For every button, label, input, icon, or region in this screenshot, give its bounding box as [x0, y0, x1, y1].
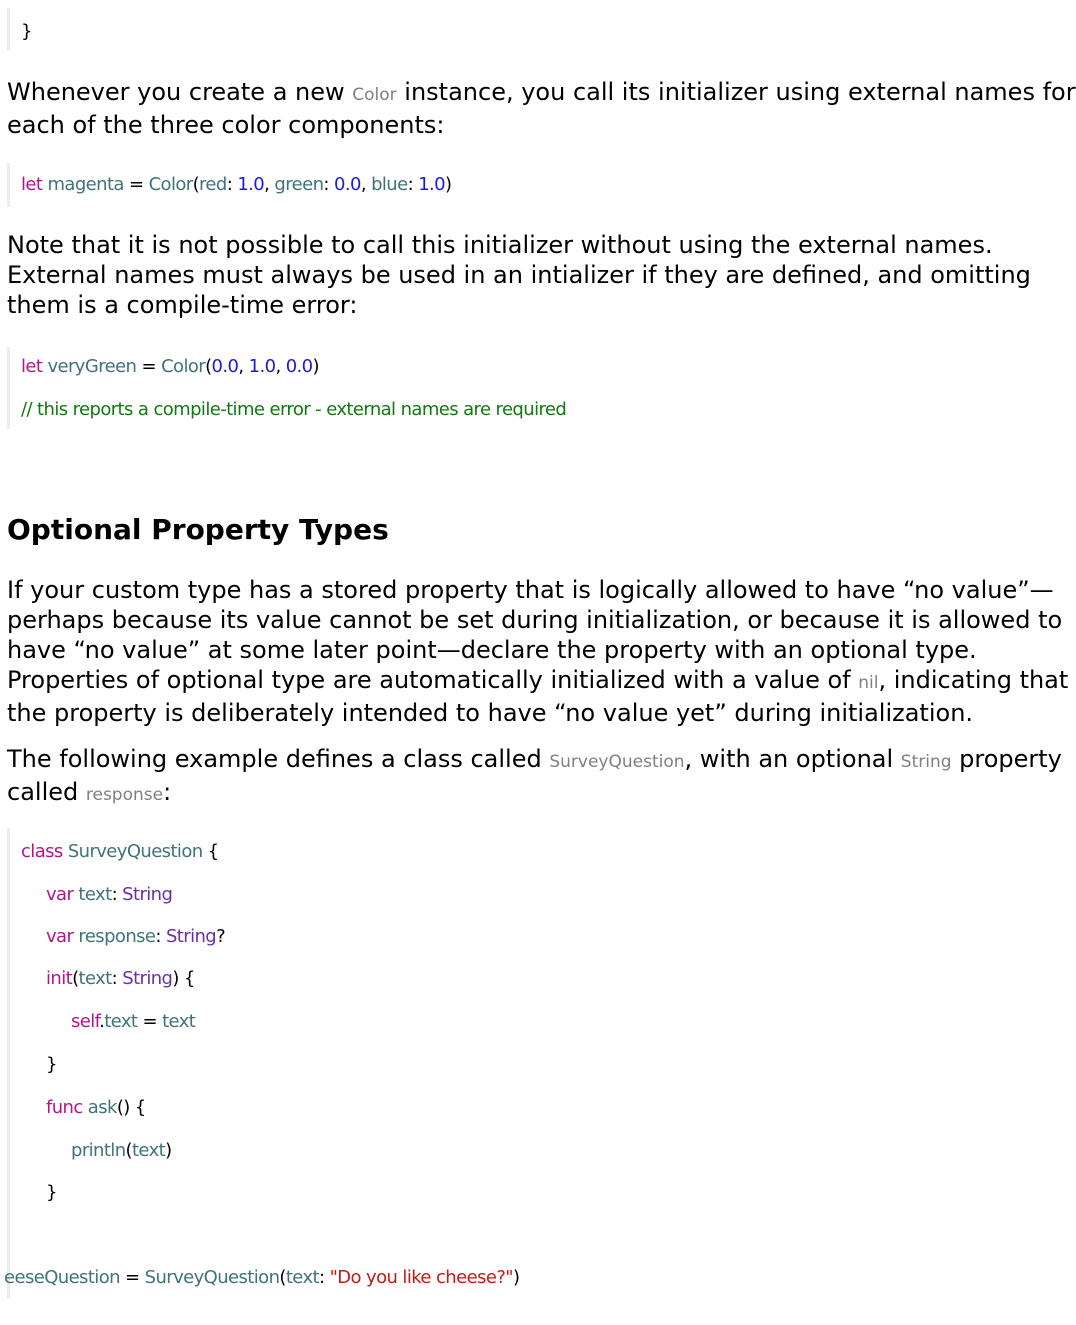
- punct: :: [407, 174, 419, 195]
- keyword: func: [46, 1097, 83, 1118]
- punct: :: [323, 174, 334, 195]
- number: 0.0: [285, 356, 313, 377]
- text: called: [7, 778, 86, 806]
- identifier: response: [78, 926, 156, 947]
- punct: ,: [238, 356, 249, 377]
- param-label: blue: [371, 174, 408, 195]
- param-label: text: [78, 968, 112, 989]
- text: each of the three color components:: [7, 111, 445, 139]
- punct: ): [445, 174, 452, 195]
- code-line: [46, 883, 172, 907]
- code-line: [21, 355, 319, 379]
- code-line: [4, 1266, 519, 1290]
- operator: =: [123, 174, 149, 195]
- type-name: String: [122, 884, 173, 905]
- code-line: [21, 840, 219, 864]
- punct: ) {: [172, 968, 195, 989]
- code-line: }: [46, 1182, 57, 1203]
- identifier: SurveyQuestion: [67, 841, 203, 862]
- inline-code: nil: [858, 673, 879, 693]
- punct: (: [125, 1140, 132, 1161]
- punct: ,: [264, 174, 275, 195]
- number: 0.0: [211, 356, 239, 377]
- punct: ): [512, 1267, 520, 1288]
- identifier: eeseQuestion: [4, 1267, 120, 1288]
- number: 0.0: [334, 174, 361, 195]
- text: :: [163, 778, 172, 806]
- text: perhaps because its value cannot be set during initialization, or because it is allowed to: [7, 606, 1063, 634]
- code-block-verygreen: [7, 347, 1010, 429]
- type-name: Color: [148, 174, 193, 195]
- identifier: text: [162, 1011, 196, 1032]
- inline-code: response: [85, 785, 164, 805]
- paragraph: [7, 230, 1031, 320]
- punct: :: [111, 884, 123, 905]
- punct: ): [312, 356, 319, 377]
- operator: =: [137, 1011, 163, 1032]
- code-block-top: [7, 8, 1010, 50]
- text: instance, you call its initializer using external names for: [396, 78, 1076, 106]
- code-block-magenta: [7, 163, 1010, 207]
- identifier: text: [104, 1011, 138, 1032]
- type-name: String: [122, 968, 173, 989]
- code-comment: // this reports a compile-time error - external names are required: [21, 399, 567, 420]
- param-label: text: [285, 1267, 319, 1288]
- text: property: [951, 745, 1062, 773]
- identifier: text: [78, 884, 112, 905]
- identifier: ask: [87, 1097, 117, 1118]
- text: The following example defines a class called: [7, 745, 550, 773]
- number: 1.0: [237, 174, 265, 195]
- code-line: }: [21, 21, 32, 42]
- punct: (: [205, 356, 212, 377]
- text: , with an optional: [684, 745, 901, 773]
- inline-code: String: [900, 752, 952, 772]
- paragraph: [7, 77, 1076, 140]
- inline-code: Color: [352, 85, 397, 105]
- keyword: init: [46, 968, 73, 989]
- keyword: let: [21, 174, 43, 195]
- number: 1.0: [418, 174, 446, 195]
- punct: .: [99, 1011, 105, 1032]
- text: External names must always be used in an intializer if they are defined, and omitting: [7, 261, 1031, 289]
- code-line: [46, 925, 225, 949]
- punct: (: [279, 1267, 286, 1288]
- text: them is a compile-time error:: [7, 291, 358, 319]
- text: have “no value” at some later point—declare the property with an optional type.: [7, 636, 977, 664]
- keyword: var: [46, 884, 74, 905]
- function-name: println: [71, 1140, 126, 1161]
- operator: =: [119, 1267, 145, 1288]
- text: Note that it is not possible to call this initializer without using the external names.: [7, 231, 993, 259]
- punct: (: [72, 968, 79, 989]
- number: 1.0: [248, 356, 276, 377]
- code-line: [21, 173, 451, 197]
- punct: ,: [360, 174, 372, 195]
- punct: {: [202, 841, 219, 862]
- punct: ): [165, 1140, 172, 1161]
- text: If your custom type has a stored property that is logically allowed to have “no value”—: [7, 576, 1054, 604]
- punct: :: [226, 174, 238, 195]
- text: the property is deliberately intended to have “no value yet” during initialization.: [7, 699, 974, 727]
- punct: ?: [216, 926, 226, 947]
- section-heading: Optional Property Types: [7, 513, 389, 546]
- paragraph: [7, 744, 1062, 810]
- punct: ,: [275, 356, 286, 377]
- identifier: magenta: [47, 174, 124, 195]
- keyword: let: [21, 356, 43, 377]
- code-line: [71, 1010, 195, 1034]
- identifier: veryGreen: [47, 356, 137, 377]
- string-literal: "Do you like cheese?": [329, 1267, 513, 1288]
- inline-code: SurveyQuestion: [549, 752, 685, 772]
- param-label: red: [199, 174, 227, 195]
- code-line: [46, 967, 195, 991]
- punct: (: [192, 174, 200, 195]
- keyword: class: [21, 841, 63, 862]
- punct: :: [111, 968, 123, 989]
- type-name: Color: [161, 356, 206, 377]
- punct: :: [155, 926, 166, 947]
- code-line: [46, 1096, 146, 1120]
- code-line: }: [46, 1054, 57, 1075]
- text: Whenever you create a new: [7, 78, 353, 106]
- keyword: var: [46, 926, 74, 947]
- param-label: green: [274, 174, 324, 195]
- code-block-survey-question: [4, 828, 1010, 1298]
- paragraph: [7, 575, 1069, 728]
- punct: :: [318, 1267, 330, 1288]
- operator: =: [136, 356, 162, 377]
- type-name: String: [165, 926, 217, 947]
- type-name: SurveyQuestion: [144, 1267, 280, 1288]
- text: , indicating that: [878, 666, 1069, 694]
- code-line: [71, 1139, 172, 1163]
- text: Properties of optional type are automatically initialized with a value of: [7, 666, 859, 694]
- punct: () {: [116, 1097, 146, 1118]
- keyword: self: [71, 1011, 100, 1032]
- identifier: text: [131, 1140, 166, 1161]
